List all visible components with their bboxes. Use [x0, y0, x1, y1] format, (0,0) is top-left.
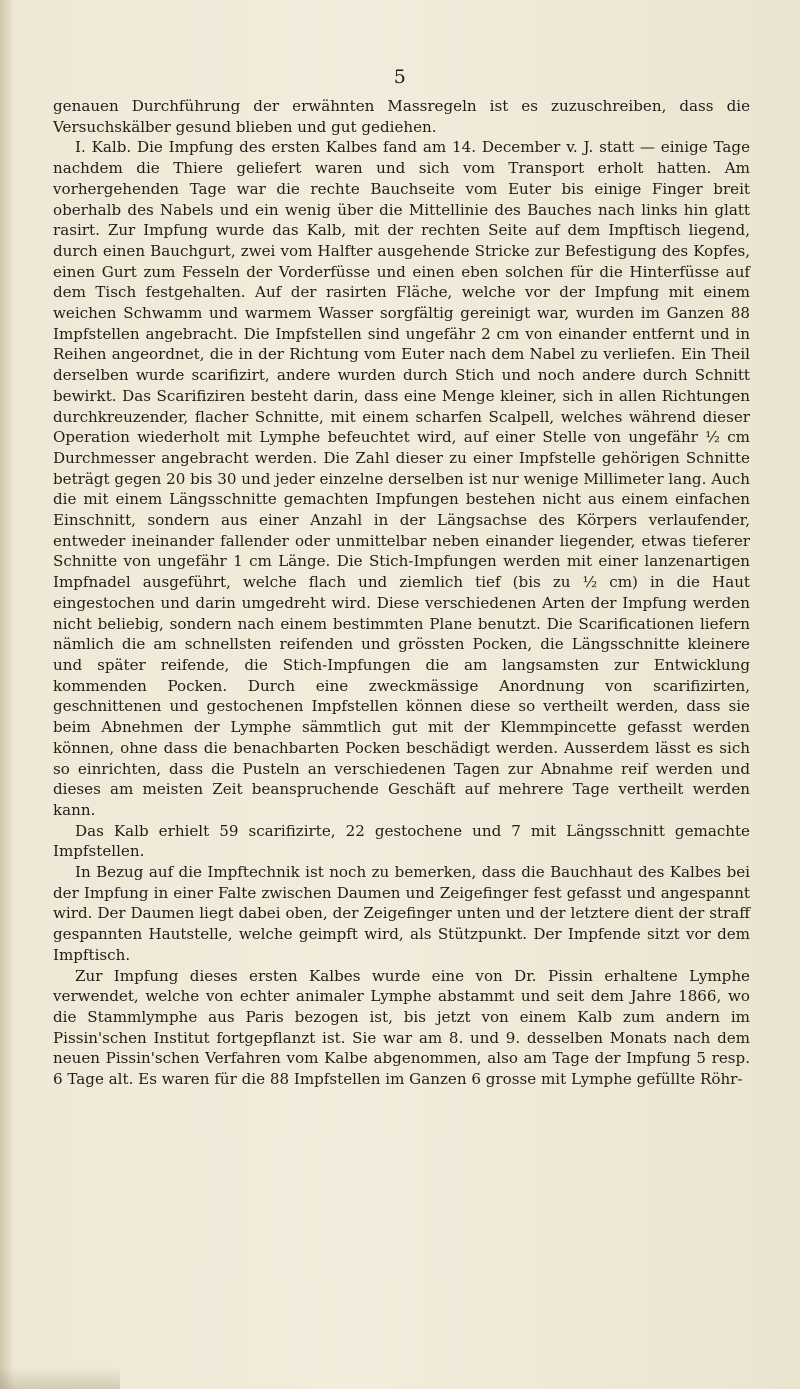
paragraph-impfstellen-count: Das Kalb erhielt 59 scarifizirte, 22 gestochene und 7 mit Längsschnitt gemachte Impfstellen. [53, 821, 750, 861]
paragraph-impftechnik: In Bezug auf die Impftechnik ist noch zu bemerken, dass die Bauchhaut des Kalbes bei der Impfung in einer Falte zwischen Daumen und Zeigefinger fest gefasst und angespannt wird. Der Daumen liegt dabei oben, der Zeigefinger unten und der letztere dient der straff gespannten Hautstelle, welche geimpft wird, als Stützpunkt. Der Impfende sitzt vor dem Impftisch. [53, 863, 750, 964]
paragraph-lymphe: Zur Impfung dieses ersten Kalbes wurde eine von Dr. Pissin erhaltene Lymphe verwendet, welche von echter animaler Lymphe abstammt und seit dem Jahre 1866, wo die Stammlymphe aus Paris bezogen ist, bis jetzt von einem Kalb zum andern im Pissin'schen Institut fortgepflanzt ist. Sie war am 8. und 9. desselben Monats nach dem neuen Pissin'schen Verfahren vom Kalbe abgenommen, also am Tage der Impfung 5 resp. 6 Tage alt. Es waren für die 88 Impfstellen im Ganzen 6 grosse mit Lymphe gefüllte Röhr- [53, 966, 750, 1089]
body-text [53, 96, 750, 1090]
page-number: 5 [393, 66, 407, 88]
paragraph-calf-one: I. Kalb. Die Impfung des ersten Kalbes fand am 14. December v. J. statt — einige Tage nachdem die Thiere geliefert waren und sich vom Transport erholt hatten. Am vorhergehenden Tage war die rechte Bauchseite vom Euter bis einige Finger breit oberhalb des Nabels und ein wenig über die Mittellinie des Bauches nach links hin glatt rasirt. Zur Impfung wurde das Kalb, mit der rechten Seite auf dem Impftisch liegend, durch einen Bauchgurt, zwei vom Halfter ausgehende Stricke zur Befestigung des Kopfes, einen Gurt zum Fesseln der Vorderfüsse und einen eben solchen für die Hinterfüsse auf dem Tisch festgehalten. Auf der rasirten Fläche, welche vor der Impfung mit einem weichen Schwamm und warmem Wasser sorgfältig gereinigt war, wurden im Ganzen 88 Impfstellen angebracht. Die Impfstellen sind ungefähr 2 cm von einander entfernt und in Reihen angeordnet, die in der Richtung vom Euter nach dem Nabel zu verliefen. Ein Theil derselben wurde scarifizirt, andere wurden durch Stich und noch andere durch Schnitt bewirkt. Das Scarifiziren besteht darin, dass eine Menge kleiner, sich in allen Richtungen durchkreuzender, flacher Schnitte, mit einem scharfen Scalpell, welches während dieser Operation wiederholt mit Lymphe befeuchtet wird, auf einer Stelle von ungefähr ½ cm Durchmesser angebracht werden. Die Zahl dieser zu einer Impfstelle gehörigen Schnitte beträgt gegen 20 bis 30 und jeder einzelne derselben ist nur wenige Millimeter lang. Auch die mit einem Längsschnitte gemachten Impfungen bestehen nicht aus einem einfachen Einschnitt, sondern aus einer Anzahl in der Längsachse des Körpers verlaufender, entweder ineinander fallender oder unmittelbar neben einander liegender, etwas tieferer Schnitte von ungefähr 1 cm Länge. Die Stich-Impfungen werden mit einer lanzenartigen Impfnadel ausgeführt, welche flach und ziemlich tief (bis zu ½ cm) in die Haut eingestochen und darin umgedreht wird. Diese verschiedenen Arten der Impfung werden nicht beliebig, sondern nach einem bestimmten Plane benutzt. Die Scarificationen liefern nämlich die am schnellsten reifenden und grössten Pocken, die Längsschnitte kleinere und später reifende, die Stich-Impfungen die am langsamsten zur Entwicklung kommenden Pocken. Durch eine zweckmässige Anordnung von scarifizirten, geschnittenen und gestochenen Impfstellen können diese so vertheilt werden, dass sie beim Abnehmen der Lymphe sämmtlich gut mit der Klemmpincette gefasst werden können, ohne dass die benachbarten Pocken beschädigt werden. Ausserdem lässt es sich so einrichten, dass die Pusteln an verschiedenen Tagen zur Abnahme reif werden und dieses am meisten Zeit beanspruchende Geschäft auf mehrere Tage vertheilt werden kann. [53, 138, 750, 819]
page-bottom-shadow [0, 1367, 120, 1389]
page-edge-shadow [0, 0, 14, 1389]
paragraph-continuation: genauen Durchführung der erwähnten Massregeln ist es zuzuschreiben, dass die Versuchskälber gesund blieben und gut gediehen. [53, 97, 750, 136]
